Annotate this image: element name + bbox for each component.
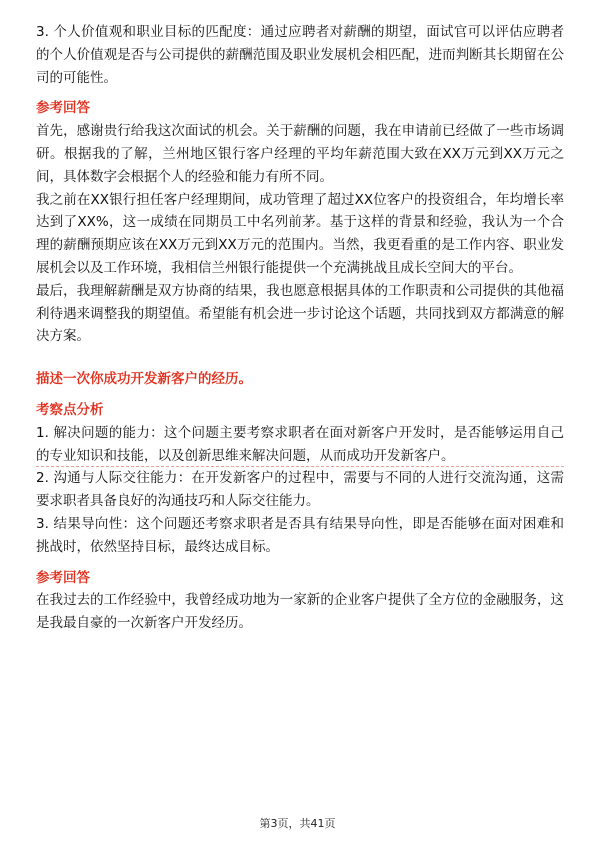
analysis-item-1: 1. 解决问题的能力：这个问题主要考察求职者在面对新客户开发时，是否能够运用自己的专业知识和技能，以及创新思维来解决问题，从而成功开发新客户。: [36, 424, 564, 464]
reference-answer-paragraph: 在我过去的工作经验中，我曾经成功地为一家新的企业客户提供了全方位的金融服务，这是我最自豪的一次新客户开发经历。: [36, 592, 564, 632]
page-number: 第3页，共41页: [259, 817, 336, 830]
section-divider: [36, 466, 564, 467]
analysis-item-3: 3. 个人价值观和职业目标的匹配度：通过应聘者对薪酬的期望，面试官可以评估应聘者的个人价值观是否与公司提供的薪酬范围及职业发展机会相匹配，进而判断其长期留在公司的可能性。: [36, 24, 564, 86]
interview-question: 描述一次你成功开发新客户的经历。: [36, 371, 252, 388]
analysis-item-3: 3. 结果导向性：这个问题还考察求职者是否具有结果导向性，即是否能够在面对困难和挑战时，依然坚持目标，最终达成目标。: [36, 515, 564, 555]
page-content: [36, 21, 564, 635]
reference-answer-heading: 参考回答: [36, 100, 90, 117]
reference-answer-heading: 参考回答: [36, 569, 90, 586]
analysis-item-2: 2. 沟通与人际交往能力：在开发新客户的过程中，需要与不同的人进行交流沟通，这需要求职者具备良好的沟通技巧和人际交往能力。: [36, 470, 564, 510]
reference-answer-paragraph: 首先，感谢贵行给我这次面试的机会。关于薪酬的问题，我在申请前已经做了一些市场调研。根据我的了解，兰州地区银行客户经理的平均年薪范围大致在XX万元到XX万元之间，具体数字会根据个人的经验和能力有所不同。: [36, 123, 564, 185]
analysis-heading: 考察点分析: [36, 401, 104, 418]
reference-answer-paragraph: 最后，我理解薪酬是双方协商的结果，我也愿意根据具体的工作职责和公司提供的其他福利待遇来调整我的期望值。希望能有机会进一步讨论这个话题，共同找到双方都满意的解决方案。: [36, 282, 564, 345]
reference-answer-paragraph: 我之前在XX银行担任客户经理期间，成功管理了超过XX位客户的投资组合，年均增长率达到了XX%，这一成绩在同期员工中名列前茅。基于这样的背景和经验，我认为一个合理的薪酬预期应该在XX万元到XX万元的范围内。当然，我更看重的是工作内容、职业发展机会以及工作环境，我相信兰州银行能提供一个充满挑战且成长空间大的平台。: [36, 191, 564, 276]
